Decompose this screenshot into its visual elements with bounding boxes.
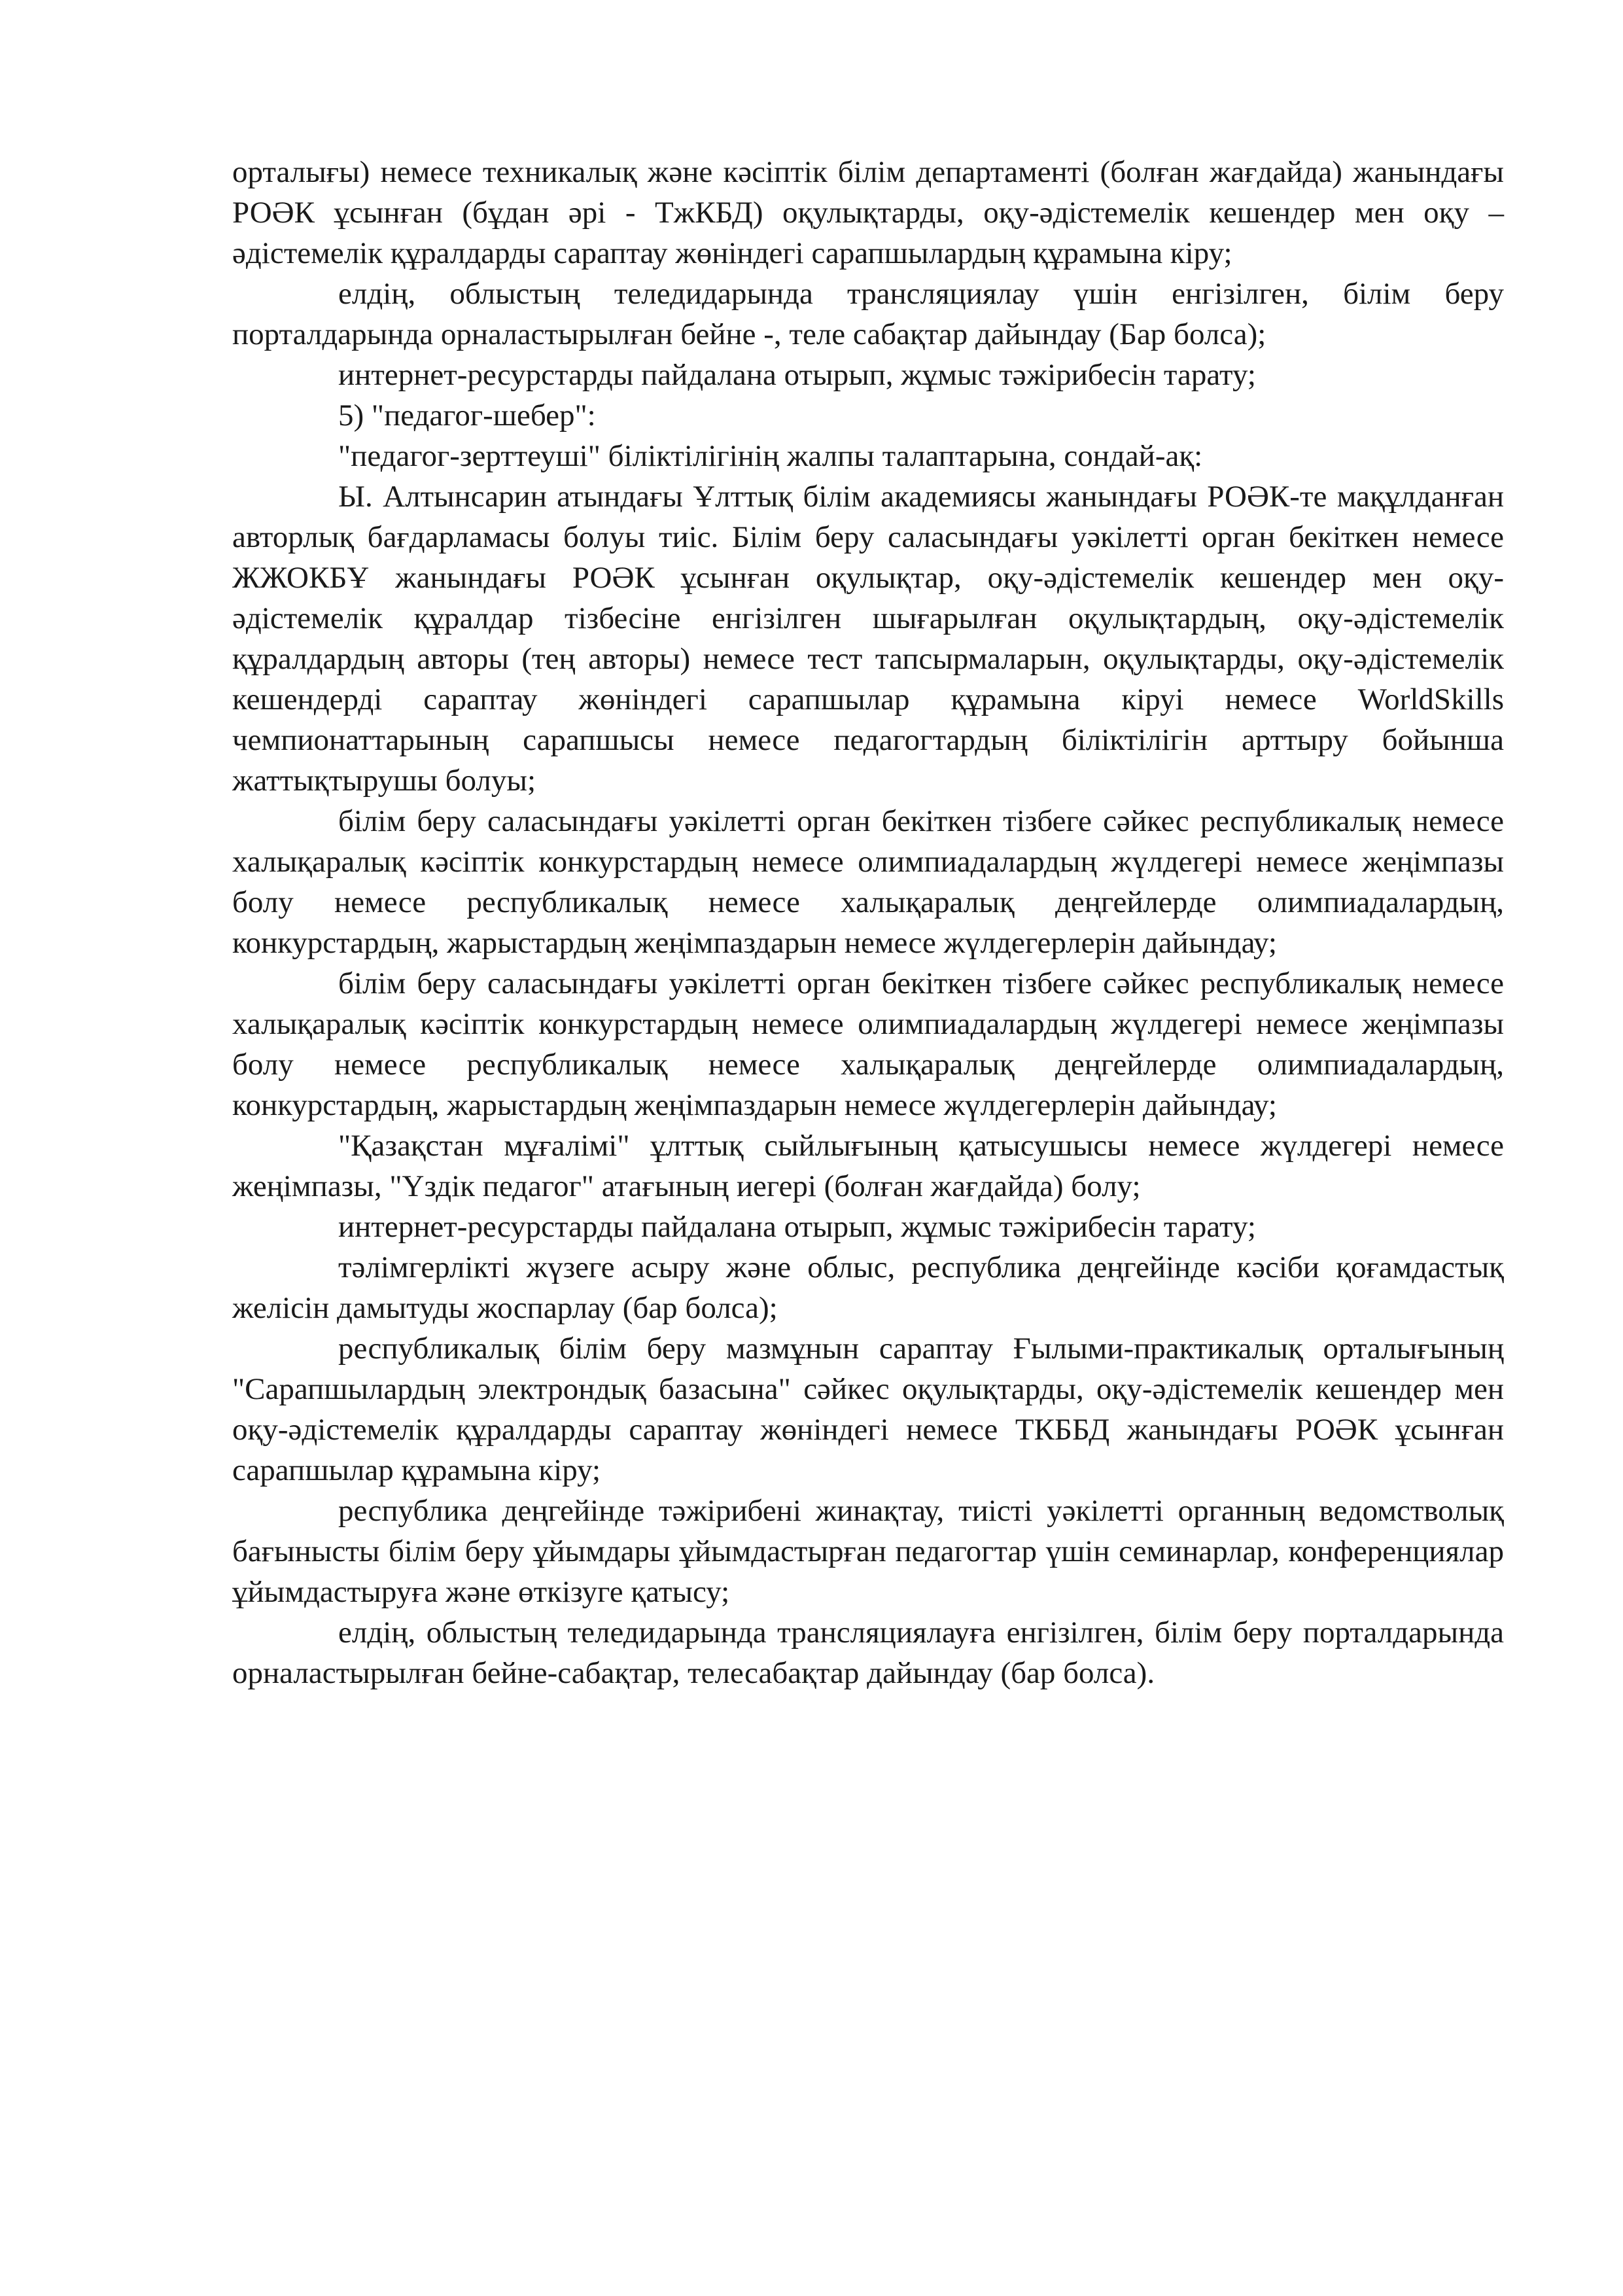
paragraph: елдің, облыстың теледидарында трансляциялау үшін енгізілген, білім беру порталдарында орналастырылған бейне -, теле сабақтар дайындау (Бар болса); [232,277,1504,351]
paragraph: "Қазақстан мұғалімі" ұлттық сыйлығының қатысушысы немесе жүлдегері немесе жеңімпазы, "Үздік педагог" атағының иегері (болған жағдайда) болу; [232,1129,1504,1203]
paragraph: тәлімгерлікті жүзеге асыру және облыс, республика деңгейінде кәсіби қоғамдастық желісін дамытуды жоспарлау (бар болса); [232,1250,1504,1325]
document-page [232,152,1504,1693]
paragraph: білім беру саласындағы уәкілетті орган бекіткен тізбеге сәйкес республикалық немесе халықаралық кәсіптік конкурстардың немесе олимпиадалардың жүлдегері немесе жеңімпазы болу немесе республикалық немесе халықаралық деңгейлерде олимпиадалардың, конкурстардың, жарыстардың жеңімпаздарын немесе жүлдегерлерін дайындау; [232,966,1504,1122]
paragraph: интернет-ресурстарды пайдалана отырып, жұмыс тәжірибесін тарату; [338,1210,1256,1244]
paragraph: Ы. Алтынсарин атындағы Ұлттық білім академиясы жанындағы РОӘК-те мақұлданған авторлық бағдарламасы болуы тиіс. Білім беру саласындағы уәкілетті орган бекіткен немесе ЖЖОКБҰ жанындағы РОӘК ұсынған оқулықтар, оқу-әдістемелік кешендер мен оқу-әдістемелік құралдар тізбесіне енгізілген шығарылған оқулықтардың, оқу-әдістемелік құралдардың авторы (тең авторы) немесе тест тапсырмаларын, оқулықтарды, оқу-әдістемелік кешендерді сараптау жөніндегі сарапшылар құрамына кіруі немесе WorldSkills чемпионаттарының сарапшысы немесе педагогтардың біліктілігін арттыру бойынша жаттықтырушы болуы; [232,480,1504,798]
paragraph: 5) "педагог-шебер": [338,398,596,433]
paragraph: республикалық білім беру мазмұнын сараптау Ғылыми-практикалық орталығының "Сарапшылардың электрондық базасына" сәйкес оқулықтарды, оқу-әдістемелік кешендер мен оқу-әдістемелік құралдарды сараптау жөніндегі немесе ТКББД жанындағы РОӘК ұсынған сарапшылар құрамына кіру; [232,1332,1504,1487]
paragraph: елдің, облыстың теледидарында трансляциялауға енгізілген, білім беру порталдарында орналастырылған бейне-сабақтар, телесабақтар дайындау (бар болса). [232,1616,1504,1690]
paragraph: республика деңгейінде тәжірибені жинақтау, тиісті уәкілетті органның ведомстволық бағынысты білім беру ұйымдары ұйымдастырған педагогтар үшін семинарлар, конференциялар ұйымдастыруға және өткізуге қатысу; [232,1494,1504,1609]
paragraph: білім беру саласындағы уәкілетті орган бекіткен тізбеге сәйкес республикалық немесе халықаралық кәсіптік конкурстардың немесе олимпиадалардың жүлдегері немесе жеңімпазы болу немесе республикалық немесе халықаралық деңгейлерде олимпиадалардың, конкурстардың, жарыстардың жеңімпаздарын немесе жүлдегерлерін дайындау; [232,804,1504,960]
paragraph: "педагог-зерттеуші" біліктілігінің жалпы талаптарына, сондай-ақ: [338,439,1203,473]
paragraph: интернет-ресурстарды пайдалана отырып, жұмыс тәжірибесін тарату; [338,358,1256,392]
paragraph: орталығы) немесе техникалық және кәсіптік білім департаменті (болған жағдайда) жанындағы РОӘК ұсынған (бұдан әрі - ТжКБД) оқулықтарды, оқу-әдістемелік кешендер мен оқу – әдістемелік құралдарды сараптау жөніндегі сарапшылардың құрамына кіру; [232,155,1504,270]
